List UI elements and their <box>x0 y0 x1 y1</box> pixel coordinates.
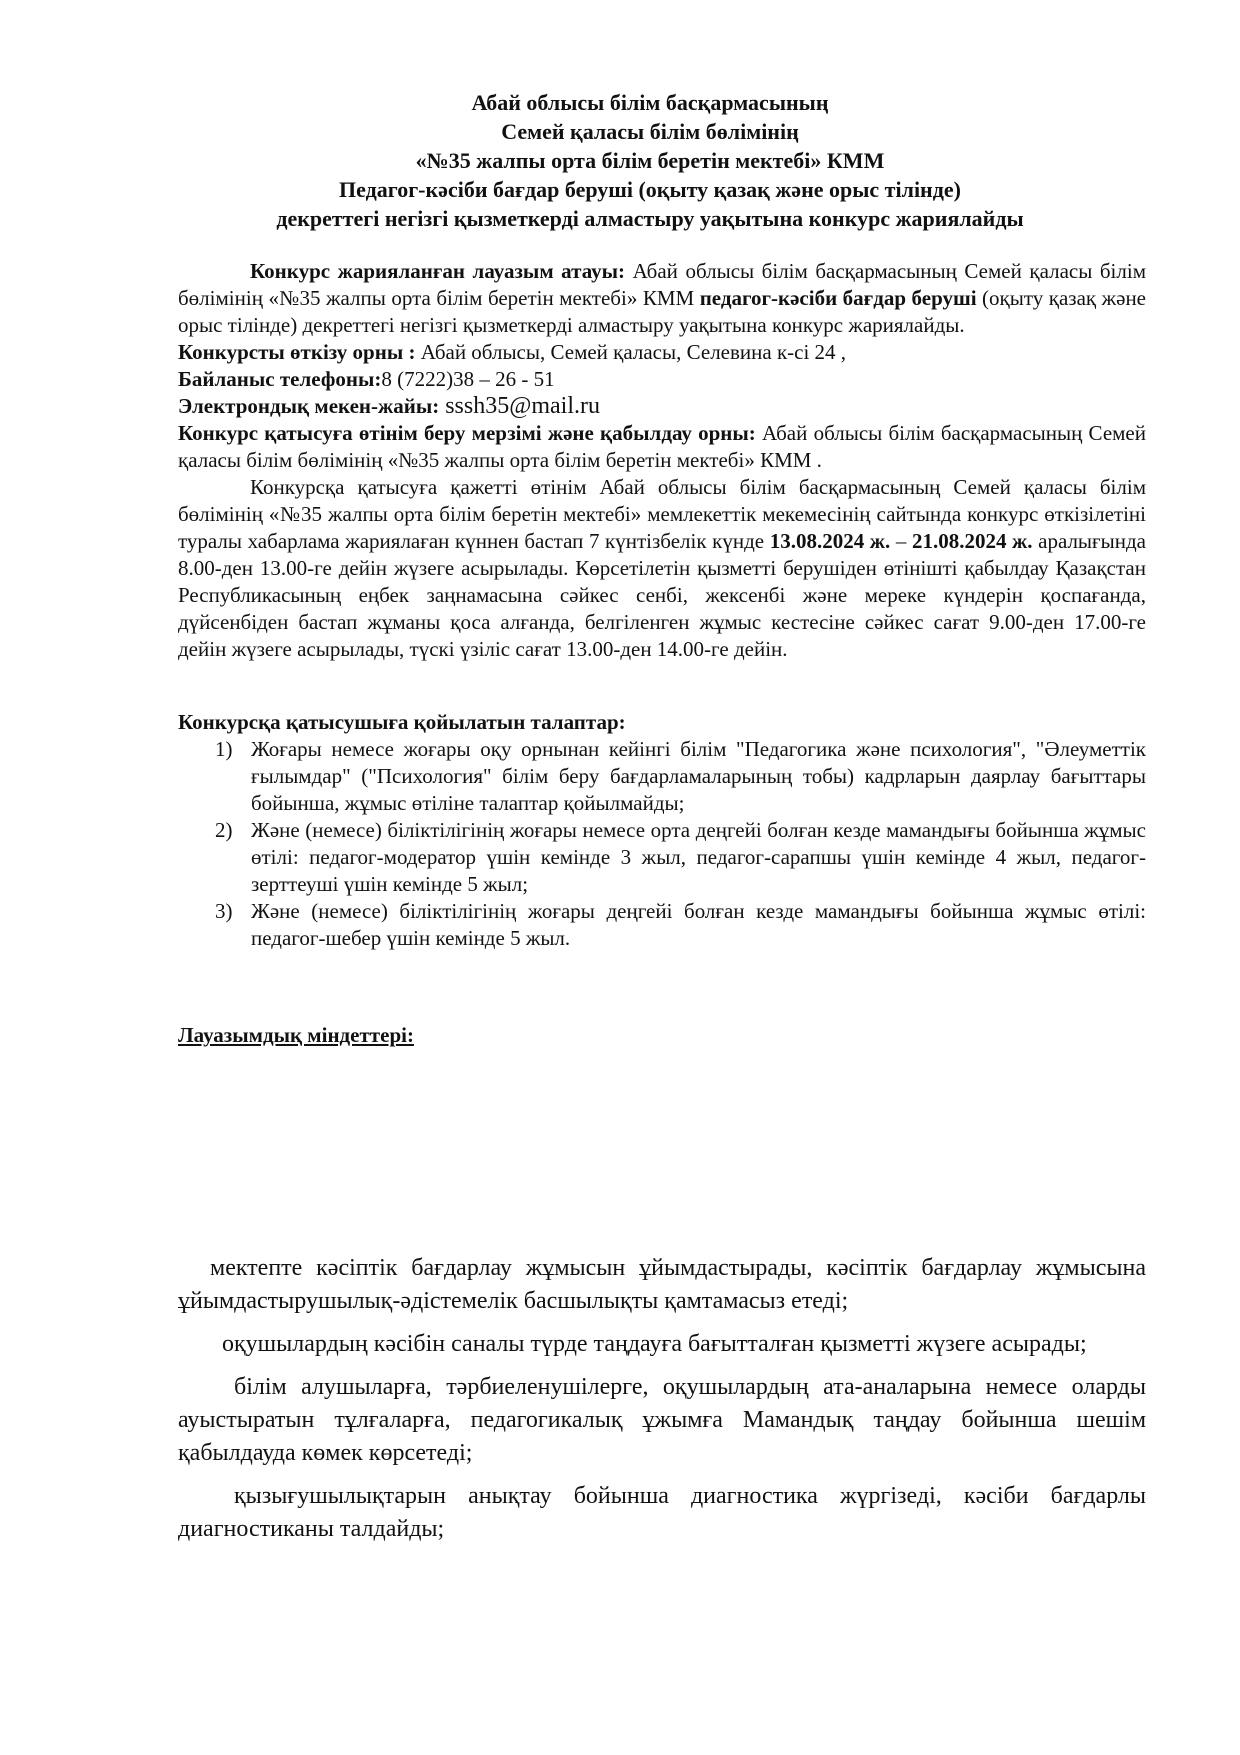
procedure-paragraph <box>178 474 1146 663</box>
procedure-text-1: Конкурсқа қатысуға қажетті өтінім Абай облысы білім басқармасының Семей қаласы білім бөлімінің «№35 жалпы орта білім беретін мектебі» мемлекеттік мекемесінің сайтында конкурс өткізілетіні туралы хабарлама жариялаған күннен бастап 7 күнтізбелік күнде <box>178 475 1146 553</box>
phone-value: 8 (7222)38 – 26 - 51 <box>381 367 555 391</box>
position-text-2: (оқыту қазақ және орыс тілінде) декреттегі негізгі қызметкерді алмастыру уақытына конкурс жариялайды. <box>178 286 1147 337</box>
email-label: Электрондық мекен-жайы: <box>178 394 440 418</box>
position-label: Конкурс жарияланған лауазым атауы: <box>250 259 626 283</box>
procedure-text-2: аралығында 8.00-ден 13.00-ге дейін жүзеге асырылады. Көрсетілетін қызметті берушіден өтінішті қабылдау Қазақстан Республикасының еңбек заңнамасына сәйкес сенбі, жексенбі және мереке күндерін қоспағанда, дүйсенбіден бастап жұманы қоса алғанда, белгіленген жұмыс кестесіне сәйкес сағат 9.00-ден 17.00-ге дейін жүзеге асырылады, түскі үзіліс сағат 13.00-ден 14.00-ге дейін. <box>178 529 1147 661</box>
phone-line <box>178 366 1146 393</box>
phone-label: Байланыс телефоны: <box>178 367 382 391</box>
requirements-title: Конкурсқа қатысушыға қойылатын талаптар: <box>178 710 626 734</box>
date-from: 13.08.2024 ж. <box>769 529 891 553</box>
position-text-1: Абай облысы білім басқармасының Семей қаласы білім бөлімінің «№35 жалпы орта білім беретін мектебі» КММ <box>178 259 1146 310</box>
email-line <box>178 393 1146 420</box>
duty-item: оқушылардың кәсібін саналы түрде таңдауға бағытталған қызметті жүзеге асырады; <box>222 1331 1087 1357</box>
duties-list <box>178 1252 1146 1556</box>
requirements-list <box>178 736 1146 952</box>
heading-line-1: Абай облысы білім басқармасының <box>471 90 829 115</box>
heading-line-4: Педагог-кәсіби бағдар беруші (оқыту қазақ және орыс тілінде) <box>339 177 961 202</box>
requirement-item <box>178 898 1146 952</box>
requirement-item <box>178 736 1146 817</box>
requirement-text: Және (немесе) біліктілігінің жоғары немесе орта деңгейі болған кезде мамандығы бойынша жұмыс өтілі: педагог-модератор үшін кемінде 3 жыл, педагог-сарапшы үшін кемінде 4 жыл, педагог-зерттеуші үшін кемінде 5 жыл; <box>251 818 1146 896</box>
deadline-paragraph <box>178 420 1146 474</box>
heading-line-3: «№35 жалпы орта білім беретін мектебі» КММ <box>415 148 885 173</box>
requirement-number: 3) <box>215 899 233 923</box>
date-to: 21.08.2024 ж. <box>911 529 1033 553</box>
date-dash: – <box>890 529 912 553</box>
deadline-value: Абай облысы білім басқармасының Семей қаласы білім бөлімінің «№35 жалпы орта білім беретін мектебі» КММ . <box>178 421 1146 472</box>
duties-title: Лауазымдық міндеттері: <box>178 1023 414 1047</box>
requirement-text: Және (немесе) біліктілігінің жоғары деңгейі болған кезде мамандығы бойынша жұмыс өтілі: педагог-шебер үшін кемінде 5 жыл. <box>251 899 1146 950</box>
duty-item: білім алушыларға, тәрбиеленушілерге, оқушылардың ата-аналарына немесе оларды ауыстыратын тұлғаларға, педагогикалық ұжымға Мамандық таңдау бойынша шешім қабылдауда көмек көрсетеді; <box>178 1374 1146 1466</box>
heading-line-5: декреттегі негізгі қызметкерді алмастыру уақытына конкурс жариялайды <box>276 206 1024 231</box>
venue-label: Конкурсты өткізу орны : <box>178 340 416 364</box>
requirement-number: 2) <box>215 818 233 842</box>
deadline-label: Конкурс қатысуға өтінім беру мерзімі және қабылдау орны: <box>178 421 756 445</box>
announcement-heading <box>0 88 1240 233</box>
venue-value: Абай облысы, Семей қаласы, Селевина к-сі 24 , <box>415 340 847 364</box>
requirement-number: 1) <box>215 737 233 761</box>
duty-item: мектепте кәсіптік бағдарлау жұмысын ұйымдастырады, кәсіптік бағдарлау жұмысына ұйымдастырушылық-әдістемелік басшылықты қамтамасыз етеді; <box>178 1255 1146 1314</box>
heading-line-2: Семей қаласы білім бөлімінің <box>501 119 799 144</box>
announcement-body <box>178 258 1146 1049</box>
duty-item: қызығушылықтарын анықтау бойынша диагностика жүргізеді, кәсіби бағдарлы диагностиканы талдайды; <box>178 1483 1146 1542</box>
position-role: педагог-кәсіби бағдар беруші <box>699 286 977 310</box>
requirement-item <box>178 817 1146 898</box>
venue-line <box>178 339 1146 366</box>
requirement-text: Жоғары немесе жоғары оқу орнынан кейінгі білім "Педагогика және психология", "Әлеуметтік ғылымдар" ("Психология" білім беру бағдарламаларының тобы) кадрларын даярлау бағыттары бойынша, жұмыс өтіліне талаптар қойылмайды; <box>251 737 1146 815</box>
position-paragraph <box>178 258 1146 339</box>
email-value: sssh35@mail.ru <box>439 393 600 419</box>
